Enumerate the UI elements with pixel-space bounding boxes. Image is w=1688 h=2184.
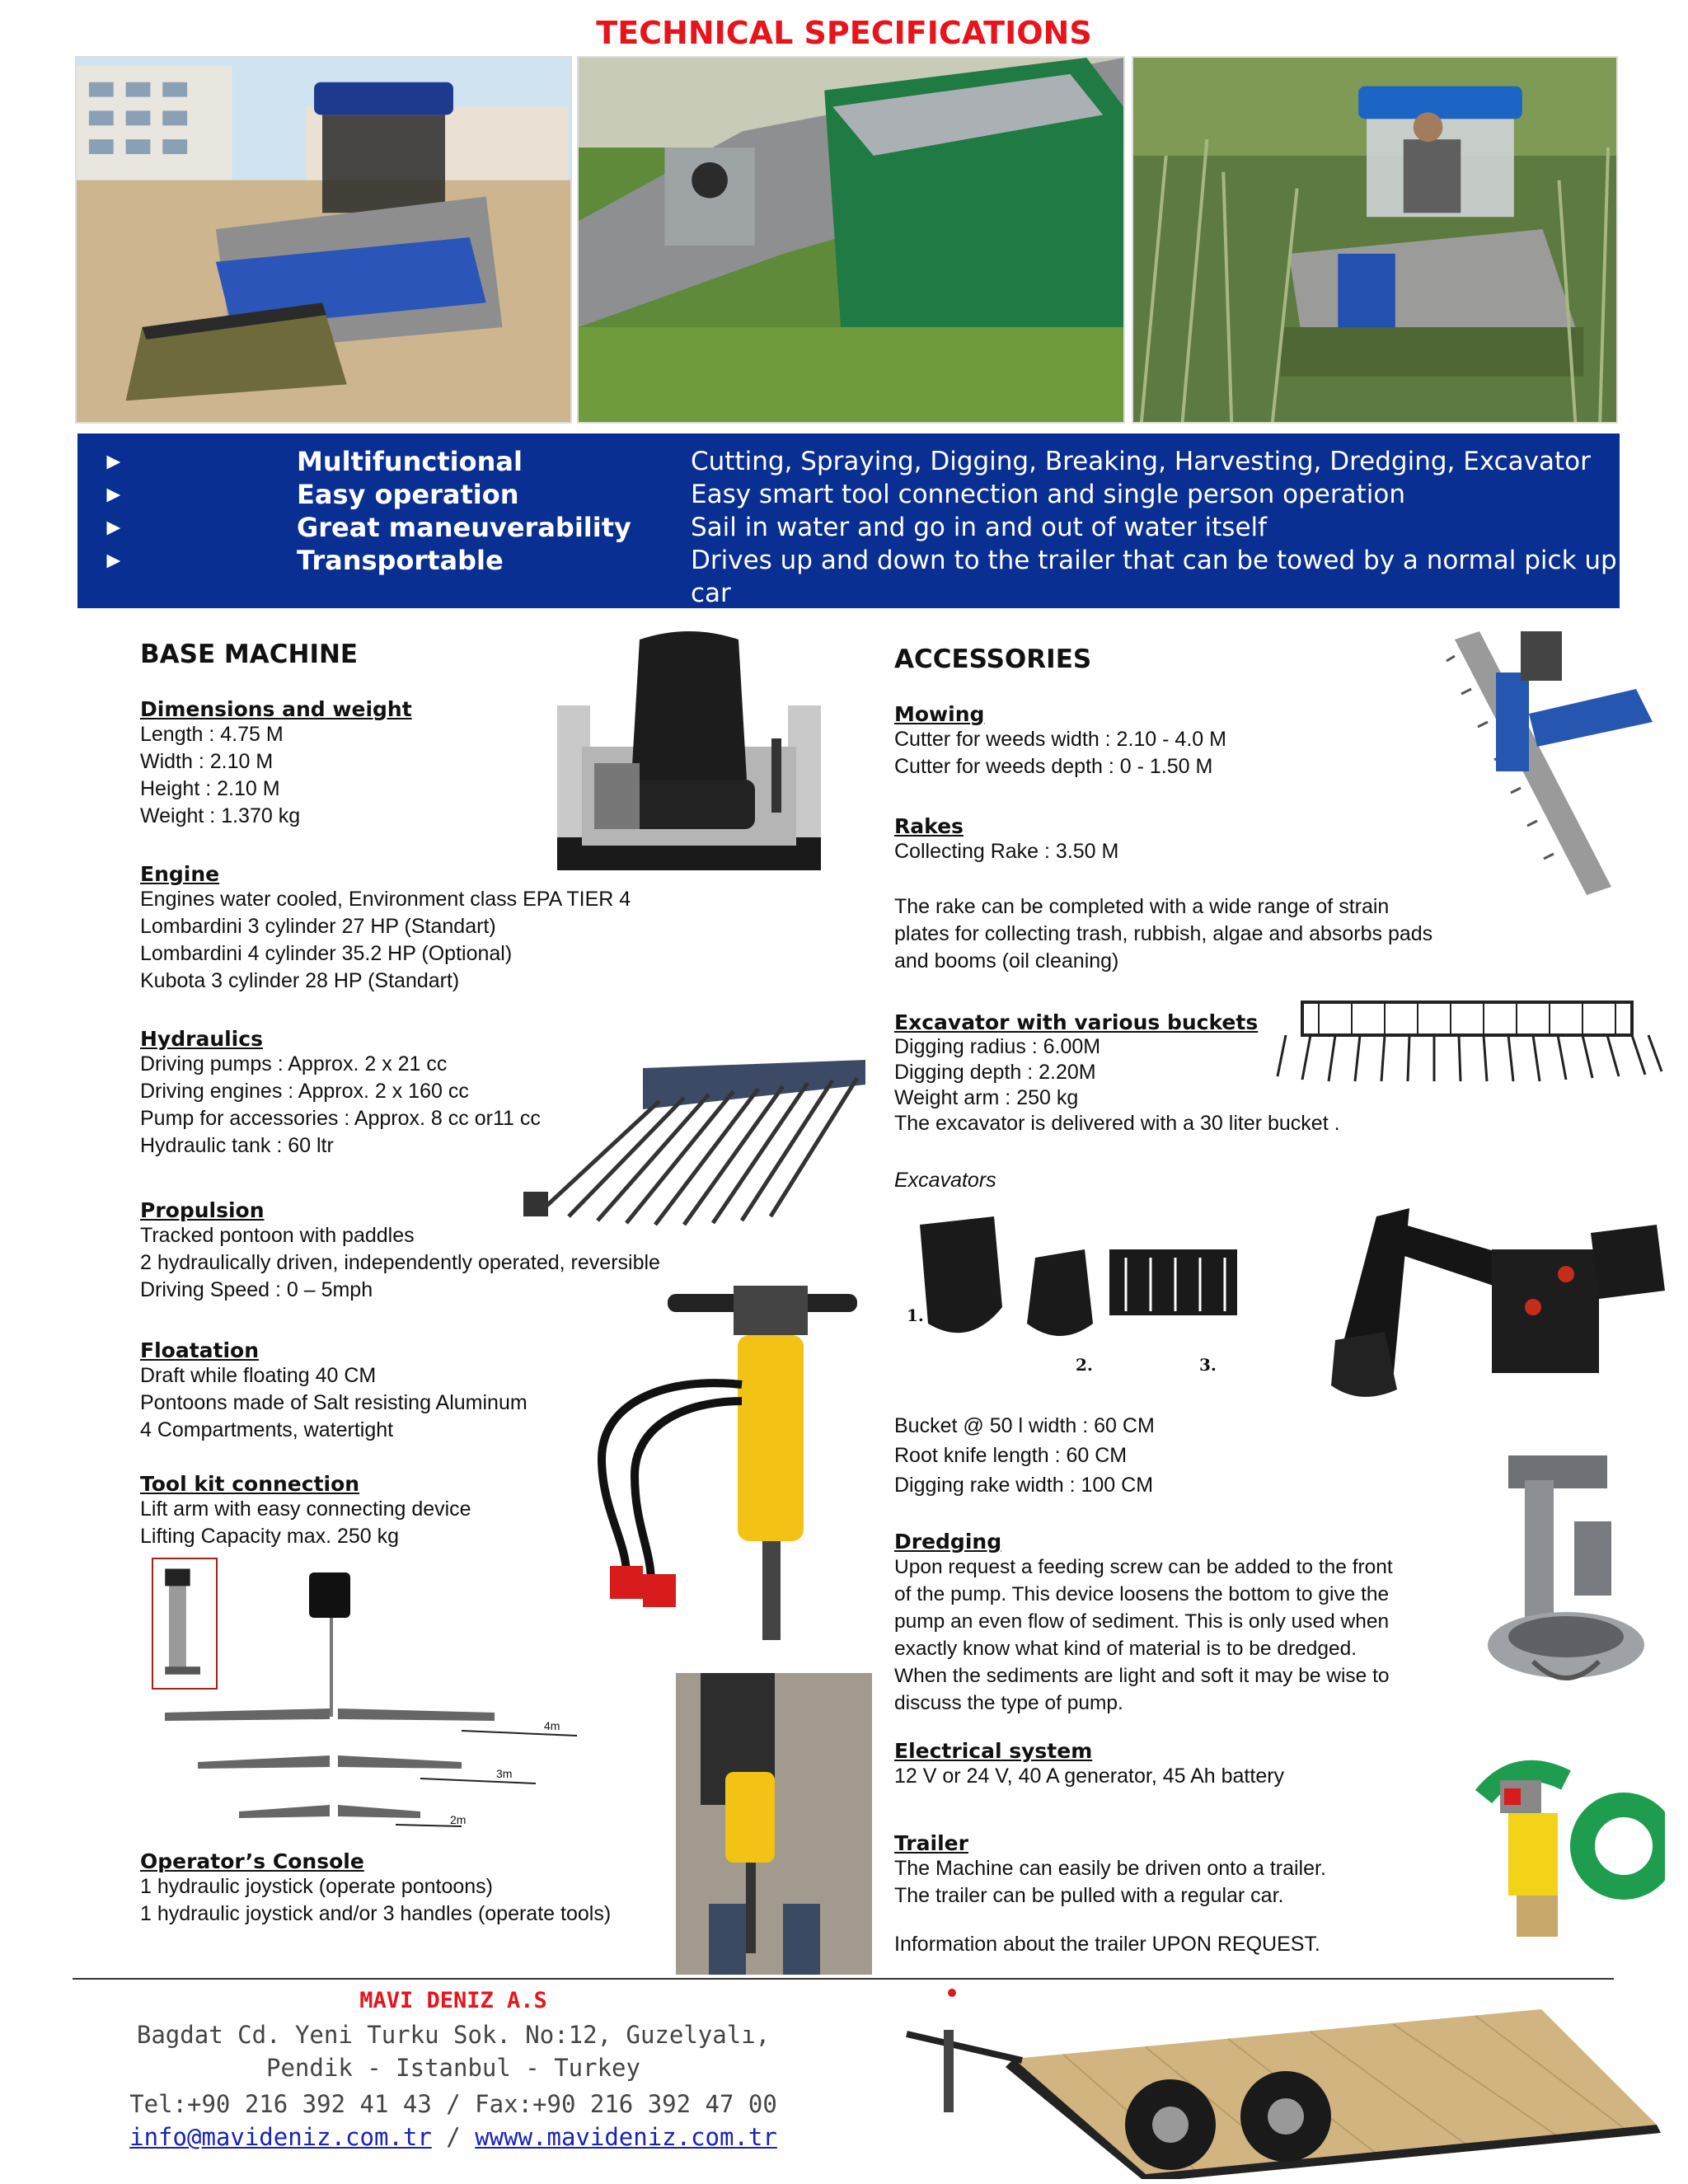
email-link[interactable]: info@mavideniz.com.tr (129, 2123, 432, 2151)
spec-line: The excavator is delivered with a 30 liter bucket . (894, 1112, 1340, 1135)
feature-name: Multifunctional (297, 446, 523, 477)
toolkit-heading: Tool kit connection (140, 1472, 360, 1496)
arrow-icon: ► (102, 514, 125, 540)
feature-row (77, 544, 1620, 608)
spec-line: 12 V or 24 V, 40 A generator, 45 Ah battery (894, 1765, 1285, 1788)
cutter-bars-diagram (148, 1572, 593, 1836)
feature-row (77, 511, 1620, 544)
cutter-size-label: 3m (496, 1767, 513, 1780)
spec-line: Draft while floating 40 CM (140, 1364, 377, 1387)
rakes-section (894, 814, 1432, 975)
dredging-line: Upon request a feeding screw can be added to the front (894, 1556, 1393, 1578)
floatation-section (140, 1338, 528, 1444)
spec-line: Pontoons made of Salt resisting Aluminum (140, 1391, 528, 1414)
company-name: MAVI DENIZ A.S (359, 1988, 547, 2013)
dredging-line: of the pump. This device loosens the bottom to give the (894, 1583, 1390, 1605)
spec-line: Cutter for weeds depth : 0 - 1.50 M (894, 755, 1213, 778)
spec-line: Lifting Capacity max. 250 kg (140, 1525, 400, 1548)
engine-heading: Engine (140, 862, 220, 886)
bucket-label: 3. (1199, 1355, 1217, 1375)
spec-line: 2 hydraulically driven, independently operated, reversible (140, 1251, 660, 1274)
rakes-heading: Rakes (894, 814, 964, 838)
spec-line: Kubota 3 cylinder 28 HP (Standart) (140, 969, 460, 992)
trailer-heading: Trailer (894, 1831, 968, 1855)
mowing-section (894, 702, 1226, 780)
website-link[interactable]: wwww.mavideniz.com.tr (475, 2123, 777, 2151)
operator-seat-image (524, 623, 846, 887)
collecting-rake-image (1269, 994, 1665, 1085)
dredging-line: pump an even flow of sediment. This is only used when (894, 1610, 1390, 1633)
spec-line: Bucket @ 50 l width : 60 CM (894, 1414, 1155, 1437)
cutter-size-label: 2m (450, 1813, 467, 1826)
spec-line: Pump for accessories : Approx. 8 cc or11 cc (140, 1107, 541, 1130)
footer-divider (73, 1978, 1614, 1980)
feature-name: Easy operation (297, 479, 519, 510)
toolkit-section (140, 1472, 471, 1550)
contact-links (49, 2123, 857, 2151)
excavators-label: Excavators (894, 1169, 996, 1192)
dredging-line: exactly know what kind of material is to be dredged. (894, 1638, 1357, 1660)
spec-line: Height : 2.10 M (140, 777, 280, 800)
feature-description: Easy smart tool connection and single person operation (691, 480, 1406, 509)
spec-line: The trailer can be pulled with a regular car. (894, 1884, 1284, 1907)
trailer-note: Information about the trailer UPON REQUEST. (894, 1933, 1320, 1956)
rakes-paragraph-line: and booms (oil cleaning) (894, 949, 1119, 972)
submersible-pump-image (1467, 1747, 1665, 1945)
propulsion-heading: Propulsion (140, 1198, 265, 1222)
breaker-in-use-photo (676, 1673, 872, 1975)
spec-line: Weight arm : 250 kg (894, 1086, 1079, 1109)
console-section (140, 1849, 611, 1928)
spec-line: Digging depth : 2.20M (894, 1061, 1096, 1084)
feature-name: Great maneuverability (297, 512, 631, 543)
spec-line: Driving pumps : Approx. 2 x 21 cc (140, 1052, 448, 1076)
dimensions-section (140, 697, 412, 830)
spec-line: Length : 4.75 M (140, 723, 284, 746)
spec-line: Lombardini 3 cylinder 27 HP (Standart) (140, 915, 496, 938)
spec-line: Driving Speed : 0 – 5mph (140, 1278, 373, 1301)
page-title: TECHNICAL SPECIFICATIONS (596, 15, 1092, 51)
hydraulic-breaker-image (569, 1277, 882, 1648)
console-heading: Operator’s Console (140, 1849, 364, 1873)
rakes-paragraph-line: The rake can be completed with a wide range of strain (894, 895, 1390, 918)
spec-line: Lift arm with easy connecting device (140, 1497, 471, 1521)
buckets-image (903, 1208, 1250, 1373)
feature-name: Transportable (297, 545, 504, 576)
bucket-label: 2. (1076, 1355, 1093, 1375)
backhoe-image (1319, 1183, 1672, 1406)
spec-line: Width : 2.10 M (140, 750, 274, 773)
dredge-pump-image (1484, 1447, 1648, 1703)
arrow-icon: ► (102, 481, 125, 507)
spec-line: Digging rake width : 100 CM (894, 1474, 1154, 1497)
feature-description: Drives up and down to the trailer that can be towed by a normal pick up car (691, 546, 1617, 608)
spec-line: Weight : 1.370 kg (140, 804, 301, 827)
mowing-heading: Mowing (894, 702, 985, 726)
spec-line: 4 Compartments, watertight (140, 1418, 394, 1441)
dredging-section (894, 1530, 1393, 1717)
spec-line: Digging radius : 6.00M (894, 1035, 1101, 1058)
excavator-heading: Excavator with various buckets (894, 1010, 1259, 1034)
arrow-icon: ► (102, 448, 125, 474)
spec-line: Tracked pontoon with paddles (140, 1224, 415, 1247)
hydraulics-section (140, 1027, 541, 1160)
spec-line: Lombardini 4 cylinder 35.2 HP (Optional) (140, 942, 513, 965)
spec-line: Driving engines : Approx. 2 x 160 cc (140, 1080, 469, 1103)
spec-line: Cutter for weeds width : 2.10 - 4.0 M (894, 728, 1226, 751)
electrical-heading: Electrical system (894, 1739, 1093, 1763)
features-banner (77, 434, 1620, 608)
spec-line: Collecting Rake : 3.50 M (894, 840, 1119, 863)
spec-line: Hydraulic tank : 60 ltr (140, 1134, 334, 1157)
hydraulics-heading: Hydraulics (140, 1027, 263, 1051)
mower-closeup-photo (577, 56, 1125, 424)
feature-row (77, 445, 1620, 478)
accessories-heading: ACCESSORIES (894, 644, 1092, 674)
spec-line: 1 hydraulic joystick and/or 3 handles (operate tools) (140, 1902, 612, 1925)
link-separator: / (446, 2123, 461, 2151)
arrow-icon: ► (102, 547, 125, 573)
trailer-image (898, 1985, 1665, 2179)
feature-row (77, 478, 1620, 511)
feature-description: Sail in water and go in and out of water itself (691, 513, 1268, 542)
dredging-line: discuss the type of pump. (894, 1692, 1123, 1714)
spec-line: The Machine can easily be driven onto a trailer. (894, 1857, 1326, 1880)
beach-machine-photo (75, 56, 572, 424)
phone-fax: Tel:+90 216 392 41 43 / Fax:+90 216 392 47 00 (129, 2090, 777, 2118)
floatation-heading: Floatation (140, 1338, 260, 1362)
spec-line: 1 hydraulic joystick (operate pontoons) (140, 1875, 494, 1898)
feature-description: Cutting, Spraying, Digging, Breaking, Harvesting, Dredging, Excavator (691, 447, 1591, 476)
backhoe-model-number: 365 (1433, 1282, 1457, 1310)
dredging-line: When the sediments are light and soft it may be wise to (894, 1665, 1390, 1687)
trailer-section (894, 1831, 1326, 1958)
dimensions-heading: Dimensions and weight (140, 697, 412, 721)
reed-harvester-photo (1132, 56, 1618, 424)
spec-line: Engines water cooled, Environment class EPA TIER 4 (140, 888, 631, 911)
bucket-label: 1. (907, 1305, 924, 1325)
weed-cutter-image (1389, 623, 1669, 903)
rake-image (519, 1043, 882, 1249)
spec-line: Root knife length : 60 CM (894, 1444, 1128, 1467)
base-machine-heading: BASE MACHINE (140, 640, 359, 669)
address-line: Bagdat Cd. Yeni Turku Sok. No:12, Guzelyalı, (136, 2021, 771, 2049)
rakes-paragraph-line: plates for collecting trash, rubbish, algae and absorbs pads (894, 922, 1433, 945)
dredging-heading: Dredging (894, 1530, 1002, 1554)
address-line: Pendik - Istanbul - Turkey (266, 2054, 640, 2082)
bucket-specs (894, 1411, 1155, 1500)
electrical-section (894, 1739, 1284, 1790)
cutter-size-label: 4m (544, 1719, 560, 1732)
